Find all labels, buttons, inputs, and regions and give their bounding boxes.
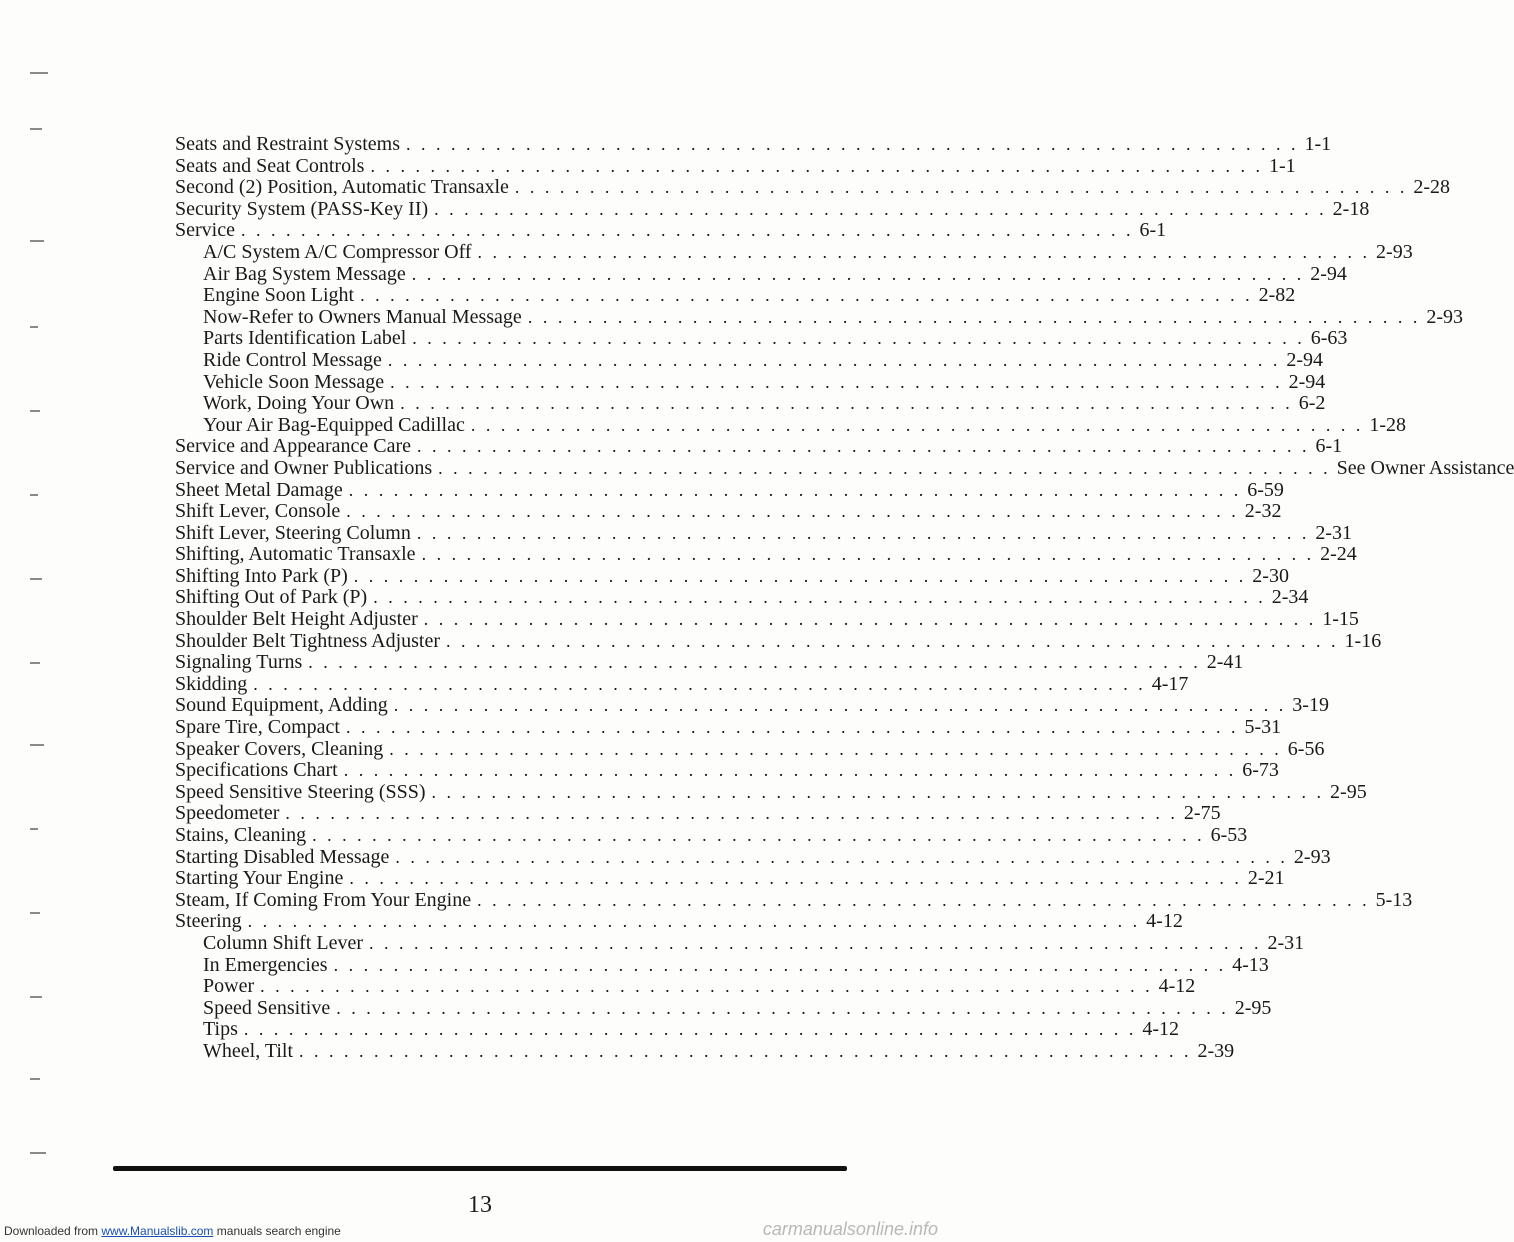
index-page-ref: 6-59	[1247, 478, 1284, 501]
index-term: Sheet Metal Damage	[175, 478, 343, 501]
index-term: Wheel, Tilt	[203, 1039, 294, 1062]
index-page-ref: 1-15	[1322, 608, 1359, 631]
index-page-ref: 1-16	[1344, 629, 1382, 652]
margin-mark	[30, 912, 40, 914]
index-term: Shifting Out of Park (P)	[175, 586, 368, 609]
index-entry	[175, 802, 1221, 825]
leader-dots: . . . . . . . . . . . . . . . . . . . . . . . . . . . . . . . . . . . . . . . . . . . . . . . . . . . . . . . . . . . .	[247, 911, 1141, 932]
index-term: Service	[175, 219, 235, 242]
index-page-ref: See Owner Assistance	[1336, 456, 1514, 479]
index-term: Column Shift Lever	[203, 931, 363, 954]
index-term: Engine Soon Light	[203, 284, 355, 307]
index-page-ref: 2-93	[1376, 240, 1413, 263]
leader-dots: . . . . . . . . . . . . . . . . . . . . . . . . . . . . . . . . . . . . . . . . . . . . . . . . . . . . . . . . . . . .	[373, 587, 1266, 608]
index-term: Air Bag System Message	[203, 262, 406, 285]
index-page-ref: 2-41	[1206, 651, 1244, 674]
index-page-ref: 2-75	[1183, 802, 1221, 825]
leader-dots: . . . . . . . . . . . . . . . . . . . . . . . . . . . . . . . . . . . . . . . . . . . . . . . . . . . . . . . . . . . .	[477, 889, 1370, 910]
index-term: Parts Identification Label	[203, 327, 407, 350]
index-entry	[175, 867, 1285, 890]
leader-dots: . . . . . . . . . . . . . . . . . . . . . . . . . . . . . . . . . . . . . . . . . . . . . . . . . . . . . . . . . . . .	[389, 738, 1282, 759]
index-term: Shoulder Belt Height Adjuster	[175, 608, 418, 631]
index-entry	[175, 435, 1343, 458]
leader-dots: . . . . . . . . . . . . . . . . . . . . . . . . . . . . . . . . . . . . . . . . . . . . . . . . . . . . . . . . . . . .	[527, 306, 1421, 327]
index-entry	[175, 154, 1296, 178]
leader-dots: . . . . . . . . . . . . . . . . . . . . . . . . . . . . . . . . . . . . . . . . . . . . . . . . . . . . . . . . . . . .	[390, 371, 1283, 392]
leader-dots: . . . . . . . . . . . . . . . . . . . . . . . . . . . . . . . . . . . . . . . . . . . . . . . . . . . . . . . . . . . .	[349, 868, 1242, 889]
leader-dots: . . . . . . . . . . . . . . . . . . . . . . . . . . . . . . . . . . . . . . . . . . . . . . . . . . . . . . . . . . . .	[299, 1040, 1192, 1061]
index-page-ref: 2-24	[1320, 543, 1357, 566]
index-term: Starting Disabled Message	[175, 845, 390, 868]
index-term: Seats and Restraint Systems	[175, 133, 400, 155]
margin-mark	[30, 326, 38, 328]
index-term: In Emergencies	[203, 953, 328, 976]
index-term: Seats and Seat Controls	[175, 154, 365, 177]
index-term: Specifications Chart	[175, 759, 338, 782]
margin-mark	[30, 1078, 40, 1080]
leader-dots: . . . . . . . . . . . . . . . . . . . . . . . . . . . . . . . . . . . . . . . . . . . . . . . . . . . . . . . . . . . .	[253, 673, 1146, 694]
index-subentry	[175, 996, 1272, 1020]
index-term: Starting Your Engine	[175, 867, 344, 890]
index-entry	[175, 845, 1331, 869]
index-subentry	[175, 392, 1326, 415]
margin-mark	[30, 72, 48, 74]
index-page-ref: 3-19	[1292, 694, 1329, 717]
watermark: carmanualsonline.info	[762, 1219, 938, 1239]
index-term: Ride Control Message	[203, 348, 382, 371]
download-suffix: manuals search engine	[213, 1224, 341, 1238]
leader-dots: . . . . . . . . . . . . . . . . . . . . . . . . . . . . . . . . . . . . . . . . . . . . . . . . . . . . . . . . . . . .	[431, 781, 1325, 802]
index-term: Skidding	[175, 672, 248, 695]
margin-mark	[30, 128, 42, 130]
index-entry	[175, 629, 1382, 653]
index-page-ref: 4-17	[1151, 672, 1189, 695]
manualslib-link[interactable]: www.Manualslib.com	[101, 1224, 214, 1238]
index-page-ref: 5-13	[1375, 888, 1413, 911]
index-term: Speed Sensitive	[203, 996, 331, 1019]
index-page-ref: 1-1	[1268, 154, 1296, 177]
index-entry	[175, 586, 1309, 609]
index-entry	[175, 500, 1282, 523]
index-page-ref: 2-31	[1315, 521, 1353, 544]
index-page-ref: 2-93	[1293, 845, 1331, 868]
index-term: Steering	[175, 910, 242, 933]
index-term: Speed Sensitive Steering (SSS)	[175, 780, 426, 803]
index-subentry	[175, 305, 1463, 329]
index-subentry	[175, 284, 1296, 307]
index-page-ref: 2-39	[1197, 1039, 1235, 1062]
index-page-ref: 2-30	[1252, 564, 1289, 587]
index-entry	[175, 737, 1325, 761]
index-page-ref: 2-21	[1247, 867, 1285, 890]
index-entry	[175, 824, 1248, 847]
leader-dots: . . . . . . . . . . . . . . . . . . . . . . . . . . . . . . . . . . . . . . . . . . . . . . . . . . . . . . . . . . . .	[333, 954, 1227, 975]
index-entry	[175, 478, 1284, 502]
index-entry	[175, 176, 1451, 199]
index-page-ref: 6-53	[1210, 824, 1248, 846]
index-term: A/C System A/C Compressor Off	[203, 240, 472, 263]
index-entry	[175, 521, 1353, 545]
margin-mark	[30, 828, 38, 830]
download-notice	[4, 1224, 341, 1238]
index-page-ref: 4-12	[1142, 1018, 1180, 1041]
index-entry	[175, 694, 1329, 717]
leader-dots: . . . . . . . . . . . . . . . . . . . . . . . . . . . . . . . . . . . . . . . . . . . . . . . . . . . . . . . . . . . .	[353, 565, 1247, 586]
index-term: Security System (PASS-Key II)	[175, 197, 429, 220]
index-entry	[175, 651, 1244, 674]
index-page-ref: 4-12	[1158, 975, 1196, 998]
leader-dots: . . . . . . . . . . . . . . . . . . . . . . . . . . . . . . . . . . . . . . . . . . . . . . . . . . . . . . . . . . . .	[346, 501, 1239, 522]
index-term: Sound Equipment, Adding	[175, 694, 388, 717]
leader-dots: . . . . . . . . . . . . . . . . . . . . . . . . . . . . . . . . . . . . . . . . . . . . . . . . . . . . . . . . . . . .	[346, 717, 1239, 738]
index-term: Power	[203, 975, 255, 998]
leader-dots: . . . . . . . . . . . . . . . . . . . . . . . . . . . . . . . . . . . . . . . . . . . . . . . . . . . . . . . . . . . .	[343, 760, 1237, 781]
index-page-ref: 2-28	[1413, 176, 1451, 199]
index-page-ref: 2-94	[1286, 348, 1324, 371]
margin-mark	[30, 744, 44, 746]
margin-mark	[30, 494, 38, 496]
leader-dots: . . . . . . . . . . . . . . . . . . . . . . . . . . . . . . . . . . . . . . . . . . . . . . . . . . . . . . . . . . . .	[412, 328, 1305, 349]
index-subentry	[175, 975, 1196, 998]
leader-dots: . . . . . . . . . . . . . . . . . . . . . . . . . . . . . . . . . . . . . . . . . . . . . . . . . . . . . . . . . . . .	[400, 393, 1293, 414]
index-page-ref: 2-31	[1267, 931, 1305, 954]
index-entry	[175, 456, 1514, 480]
index-entry	[175, 197, 1370, 221]
index-term: Shift Lever, Steering Column	[175, 521, 411, 544]
download-footer	[0, 1220, 960, 1242]
leader-dots: . . . . . . . . . . . . . . . . . . . . . . . . . . . . . . . . . . . . . . . . . . . . . . . . . . . . . . . . . . . .	[240, 220, 1134, 241]
leader-dots: . . . . . . . . . . . . . . . . . . . . . . . . . . . . . . . . . . . . . . . . . . . . . . . . . . . . . . . . . . . .	[348, 479, 1242, 500]
index-subentry	[175, 240, 1413, 264]
margin-mark	[30, 1152, 46, 1154]
leader-dots: . . . . . . . . . . . . . . . . . . . . . . . . . . . . . . . . . . . . . . . . . . . . . . . . . . . . . . . . . . . .	[395, 846, 1288, 867]
leader-dots: . . . . . . . . . . . . . . . . . . . . . . . . . . . . . . . . . . . . . . . . . . . . . . . . . . . . . . . . . . . .	[438, 457, 1331, 478]
index-term: Now-Refer to Owners Manual Message	[203, 305, 522, 328]
index-term: Shifting Into Park (P)	[175, 564, 348, 587]
leader-dots: . . . . . . . . . . . . . . . . . . . . . . . . . . . . . . . . . . . . . . . . . . . . . . . . . . . . . . . . . . . .	[416, 522, 1310, 543]
index-page-ref: 4-13	[1232, 953, 1269, 976]
index-entry	[175, 133, 1332, 156]
index-term: Your Air Bag-Equipped Cadillac	[203, 413, 465, 436]
index-entry	[175, 716, 1282, 739]
index-page-ref: 2-18	[1332, 197, 1370, 220]
index-entry	[175, 780, 1367, 804]
index-entry	[175, 910, 1183, 933]
leader-dots: . . . . . . . . . . . . . . . . . . . . . . . . . . . . . . . . . . . . . . . . . . . . . . . . . . . . . . . . . . . .	[336, 997, 1229, 1018]
index-page-ref: 2-94	[1310, 262, 1347, 285]
leader-dots: . . . . . . . . . . . . . . . . . . . . . . . . . . . . . . . . . . . . . . . . . . . . . . . . . . . . . . . . . . . .	[243, 1019, 1137, 1040]
leader-dots: . . . . . . . . . . . . . . . . . . . . . . . . . . . . . . . . . . . . . . . . . . . . . . . . . . . . . . . . . . . .	[423, 609, 1317, 630]
margin-mark	[30, 240, 44, 242]
index-page-ref: 2-34	[1271, 586, 1309, 609]
index-page-ref: 6-63	[1310, 327, 1348, 350]
index-term: Vehicle Soon Message	[203, 370, 385, 393]
index-page-ref: 1-1	[1304, 133, 1332, 155]
footer-rule	[113, 1166, 847, 1171]
page-number: 13	[468, 1192, 492, 1218]
leader-dots: . . . . . . . . . . . . . . . . . . . . . . . . . . . . . . . . . . . . . . . . . . . . . . . . . . . . . . . . . . . .	[470, 414, 1364, 435]
index-term: Second (2) Position, Automatic Transaxle	[175, 176, 509, 199]
index-page-ref: 2-32	[1244, 500, 1282, 523]
index-page-ref: 6-56	[1287, 737, 1325, 760]
index-subentry	[175, 348, 1324, 372]
index-term: Tips	[203, 1018, 238, 1041]
index-entry	[175, 759, 1279, 782]
leader-dots: . . . . . . . . . . . . . . . . . . . . . . . . . . . . . . . . . . . . . . . . . . . . . . . . . . . . . . . . . . . .	[308, 652, 1201, 673]
index-subentry	[175, 327, 1348, 350]
index-term: Service and Appearance Care	[175, 435, 411, 458]
index-page-ref: 6-2	[1298, 392, 1326, 415]
leader-dots: . . . . . . . . . . . . . . . . . . . . . . . . . . . . . . . . . . . . . . . . . . . . . . . . . . . . . . . . . . . .	[405, 134, 1299, 154]
leader-dots: . . . . . . . . . . . . . . . . . . . . . . . . . . . . . . . . . . . . . . . . . . . . . . . . . . . . . . . . . . . .	[360, 285, 1253, 306]
index-page-ref: 6-1	[1315, 435, 1343, 458]
index-page-ref: 6-1	[1139, 219, 1167, 242]
leader-dots: . . . . . . . . . . . . . . . . . . . . . . . . . . . . . . . . . . . . . . . . . . . . . . . . . . . . . . . . . . . .	[312, 825, 1205, 845]
leader-dots: . . . . . . . . . . . . . . . . . . . . . . . . . . . . . . . . . . . . . . . . . . . . . . . . . . . . . . . . . . . .	[387, 349, 1281, 370]
leader-dots: . . . . . . . . . . . . . . . . . . . . . . . . . . . . . . . . . . . . . . . . . . . . . . . . . . . . . . . . . . . .	[434, 198, 1327, 219]
index-entry	[175, 219, 1167, 242]
leader-dots: . . . . . . . . . . . . . . . . . . . . . . . . . . . . . . . . . . . . . . . . . . . . . . . . . . . . . . . . . . . .	[411, 263, 1305, 284]
leader-dots: . . . . . . . . . . . . . . . . . . . . . . . . . . . . . . . . . . . . . . . . . . . . . . . . . . . . . . . . . . . .	[477, 241, 1371, 262]
index-entry	[175, 564, 1289, 588]
leader-dots: . . . . . . . . . . . . . . . . . . . . . . . . . . . . . . . . . . . . . . . . . . . . . . . . . . . . . . . . . . . .	[285, 803, 1178, 824]
index-page-ref: 2-93	[1426, 305, 1463, 328]
leader-dots: . . . . . . . . . . . . . . . . . . . . . . . . . . . . . . . . . . . . . . . . . . . . . . . . . . . . . . . . . . . .	[421, 544, 1315, 565]
index-page-ref: 5-31	[1244, 716, 1282, 739]
index-subentry	[175, 262, 1347, 286]
leader-dots: . . . . . . . . . . . . . . . . . . . . . . . . . . . . . . . . . . . . . . . . . . . . . . . . . . . . . . . . . . . .	[446, 630, 1339, 651]
index-subentry	[175, 931, 1305, 955]
margin-mark	[30, 578, 42, 580]
index-term: Signaling Turns	[175, 651, 303, 674]
index-term: Service and Owner Publications	[175, 456, 433, 479]
leader-dots: . . . . . . . . . . . . . . . . . . . . . . . . . . . . . . . . . . . . . . . . . . . . . . . . . . . . . . . . . . . .	[393, 695, 1287, 716]
index-term: Shoulder Belt Tightness Adjuster	[175, 629, 441, 652]
index-entry	[175, 543, 1357, 566]
index-entry	[175, 888, 1413, 912]
index-subentry	[175, 1018, 1180, 1041]
index-entry	[175, 672, 1189, 696]
index-entry	[175, 608, 1359, 631]
index-page-ref: 1-28	[1369, 413, 1406, 436]
index-list	[175, 133, 1514, 1063]
index-subentry	[175, 1039, 1235, 1063]
index-subentry	[175, 370, 1326, 394]
index-page-ref: 2-94	[1288, 370, 1326, 393]
binding-margin-marks	[30, 0, 60, 1242]
index-term: Speaker Covers, Cleaning	[175, 737, 384, 760]
index-term: Speedometer	[175, 802, 280, 825]
margin-mark	[30, 410, 40, 412]
index-term: Stains, Cleaning	[175, 824, 307, 846]
index-page-ref: 6-73	[1242, 759, 1279, 782]
index-page-ref: 2-82	[1258, 284, 1296, 307]
index-subentry	[175, 953, 1269, 977]
index-term: Spare Tire, Compact	[175, 716, 340, 739]
margin-mark	[30, 662, 40, 664]
index-page-ref: 2-95	[1234, 996, 1272, 1019]
index-term: Work, Doing Your Own	[203, 392, 395, 415]
index-page-ref: 2-95	[1330, 780, 1367, 803]
leader-dots: . . . . . . . . . . . . . . . . . . . . . . . . . . . . . . . . . . . . . . . . . . . . . . . . . . . . . . . . . . . .	[370, 155, 1263, 176]
download-prefix: Downloaded from	[4, 1224, 102, 1238]
leader-dots: . . . . . . . . . . . . . . . . . . . . . . . . . . . . . . . . . . . . . . . . . . . . . . . . . . . . . . . . . . . .	[368, 932, 1262, 953]
index-term: Shift Lever, Console	[175, 500, 341, 523]
index-term: Steam, If Coming From Your Engine	[175, 888, 472, 911]
index-term: Shifting, Automatic Transaxle	[175, 543, 416, 566]
leader-dots: . . . . . . . . . . . . . . . . . . . . . . . . . . . . . . . . . . . . . . . . . . . . . . . . . . . . . . . . . . . .	[514, 177, 1408, 198]
index-page-ref: 4-12	[1146, 910, 1183, 933]
index-subentry	[175, 413, 1406, 437]
margin-mark	[30, 996, 42, 998]
leader-dots: . . . . . . . . . . . . . . . . . . . . . . . . . . . . . . . . . . . . . . . . . . . . . . . . . . . . . . . . . . . .	[417, 436, 1310, 457]
leader-dots: . . . . . . . . . . . . . . . . . . . . . . . . . . . . . . . . . . . . . . . . . . . . . . . . . . . . . . . . . . . .	[260, 976, 1153, 997]
